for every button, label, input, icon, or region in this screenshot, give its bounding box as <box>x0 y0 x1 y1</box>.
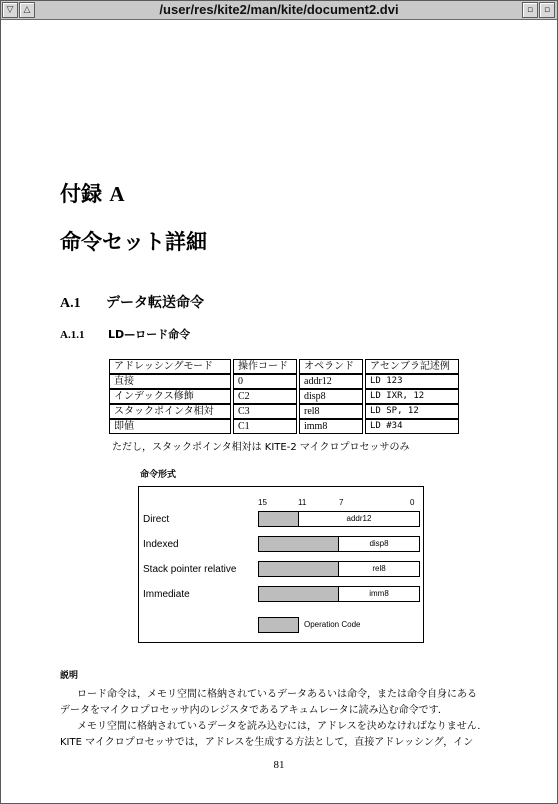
appendix-letter: A <box>109 182 125 206</box>
cell-operand: addr12 <box>299 374 363 389</box>
appendix-label: 付録 <box>60 182 102 206</box>
cell-example: LD #34 <box>365 419 459 434</box>
format-label-immediate: Immediate <box>143 589 190 600</box>
document-page[interactable] <box>2 20 556 803</box>
cell-operand: imm8 <box>299 419 363 434</box>
format-bar-stack-pointer-relative <box>258 561 420 577</box>
header-addressing-mode: アドレッシングモード <box>109 359 231 374</box>
section-title: データ転送命令 <box>106 295 204 311</box>
section-number: A.1 <box>60 296 81 311</box>
title-bar[interactable] <box>1 1 557 20</box>
opcode-segment <box>259 512 299 526</box>
raise-up-button[interactable]: △ <box>19 2 35 18</box>
bit-label-7: 7 <box>339 498 344 507</box>
paragraph-line: KITE マイクロプロセッサでは，アドレスを生成する方法として，直接アドレッシング，イン <box>60 737 474 748</box>
format-bar-immediate <box>258 586 420 602</box>
table-note: ただし，スタックポインタ相対は KITE-2 マイクロプロセッサのみ <box>112 442 410 453</box>
table-row <box>109 374 459 389</box>
cell-opcode: C3 <box>233 404 297 419</box>
subsection-heading <box>60 326 190 342</box>
format-label-indexed: Indexed <box>143 539 179 550</box>
header-opcode: 操作コード <box>233 359 297 374</box>
subsection-title: LD—ロード命令 <box>108 328 191 341</box>
opcode-segment <box>259 562 339 576</box>
cell-mode: インデックス修飾 <box>109 389 231 404</box>
cell-example: LD SP, 12 <box>365 404 459 419</box>
cell-example: LD IXR, 12 <box>365 389 459 404</box>
paragraph-line: ロード命令は，メモリ空間に格納されているデータあるいは命令，または命令自身にある <box>77 689 477 700</box>
format-label-direct: Direct <box>143 514 170 525</box>
cell-operand: rel8 <box>299 404 363 419</box>
paragraph-line: データをマイクロプロセッサ内のレジスタであるアキュムレータに読み込む命令です． <box>60 705 448 716</box>
bit-label-0: 0 <box>410 498 415 507</box>
addressing-mode-table <box>107 359 461 434</box>
legend-swatch <box>258 617 299 633</box>
table-row <box>109 404 459 419</box>
subsection-number: A.1.1 <box>60 329 85 341</box>
cell-opcode: C2 <box>233 389 297 404</box>
opcode-segment <box>259 537 339 551</box>
header-assembler-example: アセンブラ記述例 <box>365 359 459 374</box>
paragraph-line: メモリ空間に格納されているデータを読み込むには，アドレスを決めなければなりません． <box>77 721 488 732</box>
header-operand: オペランド <box>299 359 363 374</box>
cell-mode: 即値 <box>109 419 231 434</box>
legend-label: Operation Code <box>304 620 361 629</box>
chapter-title: 命令セット詳細 <box>60 230 207 254</box>
bit-label-11: 11 <box>298 498 307 507</box>
menu-down-button[interactable]: ▽ <box>2 2 18 18</box>
table-row <box>109 389 459 404</box>
cell-mode: スタックポインタ相対 <box>109 404 231 419</box>
cell-operand: disp8 <box>299 389 363 404</box>
field-disp8: disp8 <box>369 539 389 548</box>
opcode-segment <box>259 587 339 601</box>
minimize-button[interactable]: ▫ <box>522 2 538 18</box>
cell-example: LD 123 <box>365 374 459 389</box>
field-rel8: rel8 <box>372 564 386 573</box>
bit-label-15: 15 <box>258 498 267 507</box>
window-title: /user/res/kite2/man/kite/document2.dvi <box>159 2 399 17</box>
cell-mode: 直接 <box>109 374 231 389</box>
field-addr12: addr12 <box>346 514 372 523</box>
cell-opcode: 0 <box>233 374 297 389</box>
page-number: 81 <box>273 759 285 771</box>
table-header-row <box>109 359 459 374</box>
explanation-heading: 説明 <box>60 671 79 681</box>
format-label-stack-pointer-relative: Stack pointer relative <box>143 564 237 575</box>
section-heading <box>60 292 204 312</box>
table-row <box>109 419 459 434</box>
figure-title: 命令形式 <box>140 470 177 480</box>
appendix-heading <box>60 178 124 208</box>
maximize-button[interactable]: ▫ <box>539 2 555 18</box>
field-imm8: imm8 <box>369 589 389 598</box>
format-bar-indexed <box>258 536 420 552</box>
cell-opcode: C1 <box>233 419 297 434</box>
format-bar-direct <box>258 511 420 527</box>
